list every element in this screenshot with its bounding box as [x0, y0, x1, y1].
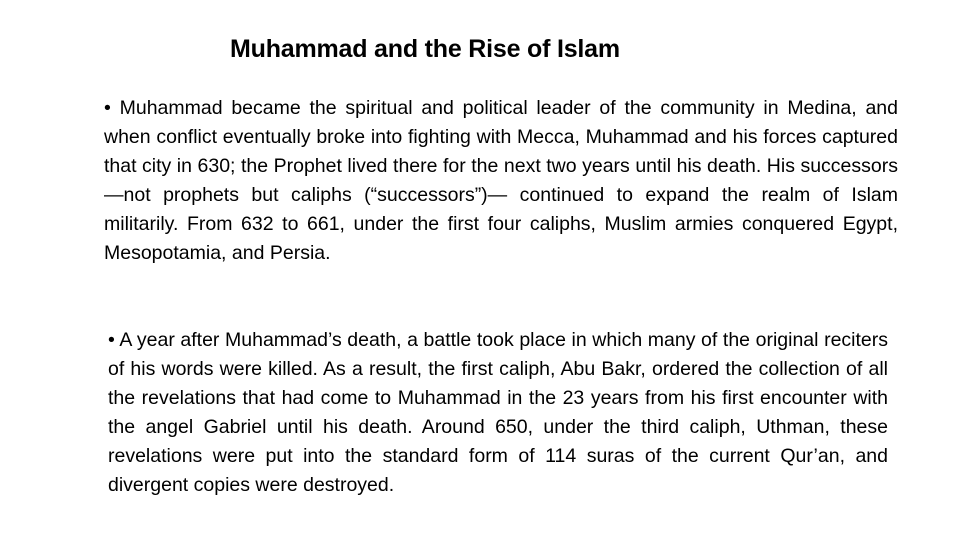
bullet-paragraph-2: • A year after Muhammad’s death, a battle took place in which many of the original reciters of his words were killed. As a result, the first caliph, Abu Bakr, ordered the collection of all the revelations that had come to Muhammad in the 23 years from his first encounter with the angel Gabriel until his death. Around 650, under the third caliph, Uthman, these revelations were put into the standard form of 114 suras of the current Qur’an, and divergent copies were destroyed.: [108, 329, 888, 496]
slide-title: Muhammad and the Rise of Islam: [230, 35, 620, 63]
bullet-paragraph-1: • Muhammad became the spiritual and political leader of the community in Medina, and when conflict eventually broke into fighting with Mecca, Muhammad and his forces captured that city in 630; the Prophet lived there for the next two years until his death. His successors—not prophets but caliphs (“successors”)— continued to expand the realm of Islam militarily. From 632 to 661, under the first four caliphs, Muslim armies conquered Egypt, Mesopotamia, and Persia.: [104, 97, 898, 264]
